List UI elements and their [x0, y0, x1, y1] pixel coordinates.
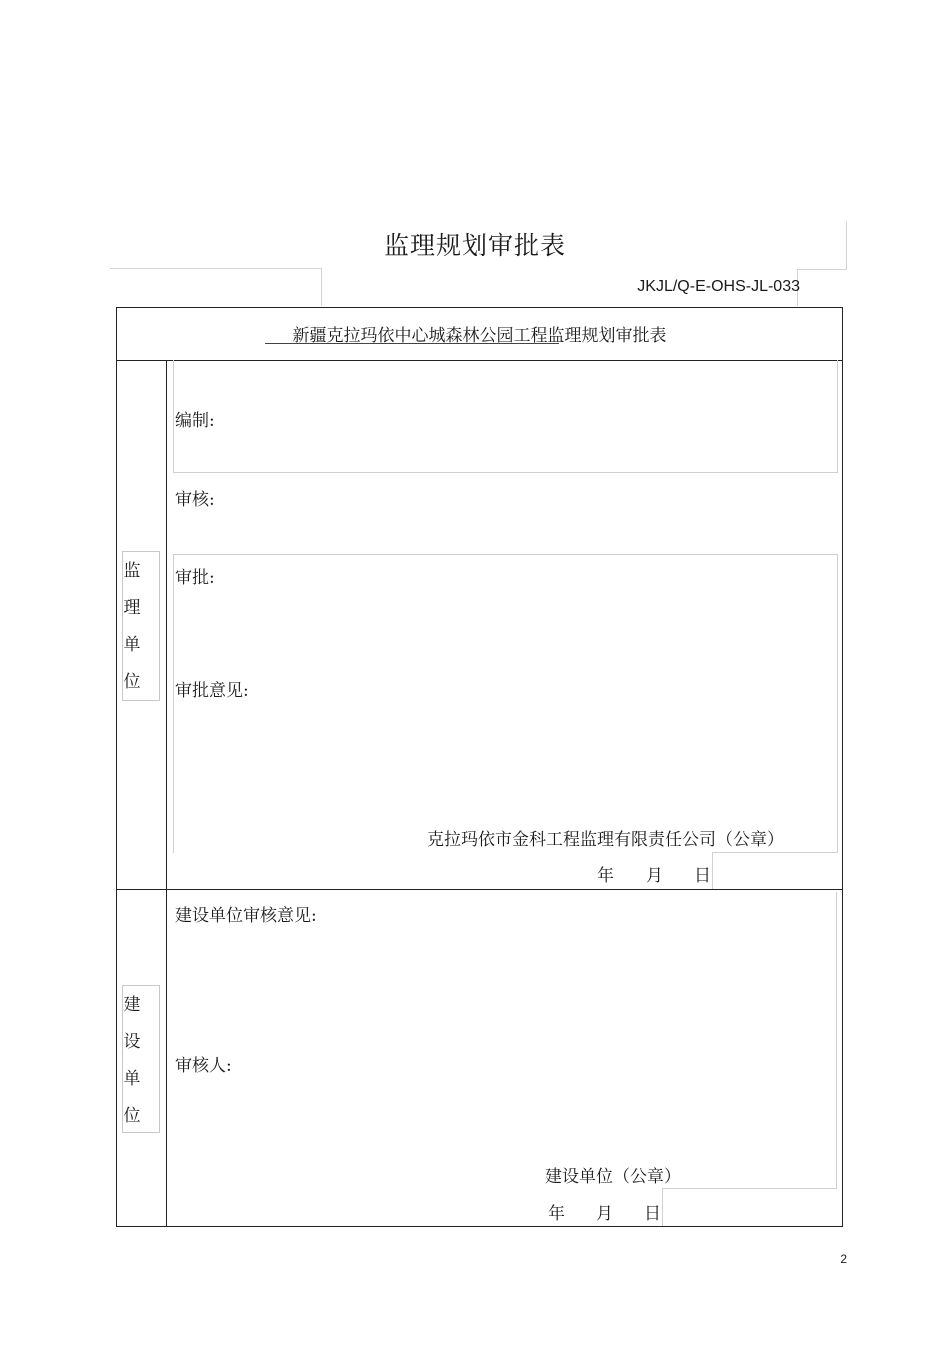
company-seal: 克拉玛依市金科工程监理有限责任公司（公章） — [427, 830, 784, 850]
label-char: 设 — [123, 1032, 141, 1052]
approved-label: 审批: — [175, 568, 215, 588]
date-year: 年 — [597, 866, 614, 886]
scan-line — [110, 268, 322, 269]
approval-table — [116, 307, 843, 1227]
construction-unit-label — [122, 985, 160, 1133]
label-char: 单 — [123, 1069, 141, 1089]
page-number: 2 — [840, 1252, 847, 1266]
date-month: 月 — [646, 866, 663, 886]
reviewer-label: 审核人: — [175, 1056, 232, 1076]
row-divider — [117, 889, 842, 890]
seal-box-edge — [662, 1188, 837, 1189]
reviewed-label: 审核: — [175, 490, 215, 510]
label-char: 监 — [123, 561, 141, 581]
scan-line — [797, 269, 847, 270]
document-code: JKJL/Q-E-OHS-JL-033 — [637, 278, 800, 295]
label-char: 位 — [123, 1106, 141, 1126]
date-day: 日 — [644, 1204, 661, 1224]
document-title: 监理规划审批表 — [383, 231, 566, 260]
date-day: 日 — [694, 866, 711, 886]
label-char: 建 — [123, 995, 141, 1015]
seal-box-edge — [712, 852, 837, 853]
approval-opinion-label: 审批意见: — [175, 681, 249, 701]
project-underline — [265, 343, 559, 344]
date-year: 年 — [548, 1204, 565, 1224]
seal-box-edge — [662, 1188, 663, 1226]
seal-box-edge — [712, 852, 713, 889]
construction-field-box — [173, 892, 837, 1188]
project-title: 新疆克拉玛依中心城森林公园工程监理规划审批表 — [292, 326, 667, 346]
column-divider — [166, 360, 167, 1226]
date-month: 月 — [596, 1204, 613, 1224]
label-char: 理 — [123, 598, 141, 618]
approval-field-box — [173, 554, 838, 853]
compiled-label: 编制: — [175, 411, 215, 431]
label-char: 位 — [123, 672, 141, 692]
supervision-unit-label — [122, 551, 160, 701]
label-char: 单 — [123, 635, 141, 655]
compiled-field-box — [173, 360, 838, 473]
construction-seal: 建设单位（公章） — [545, 1167, 681, 1187]
review-opinion-label: 建设单位审核意见: — [175, 906, 317, 926]
scan-line — [321, 268, 322, 306]
